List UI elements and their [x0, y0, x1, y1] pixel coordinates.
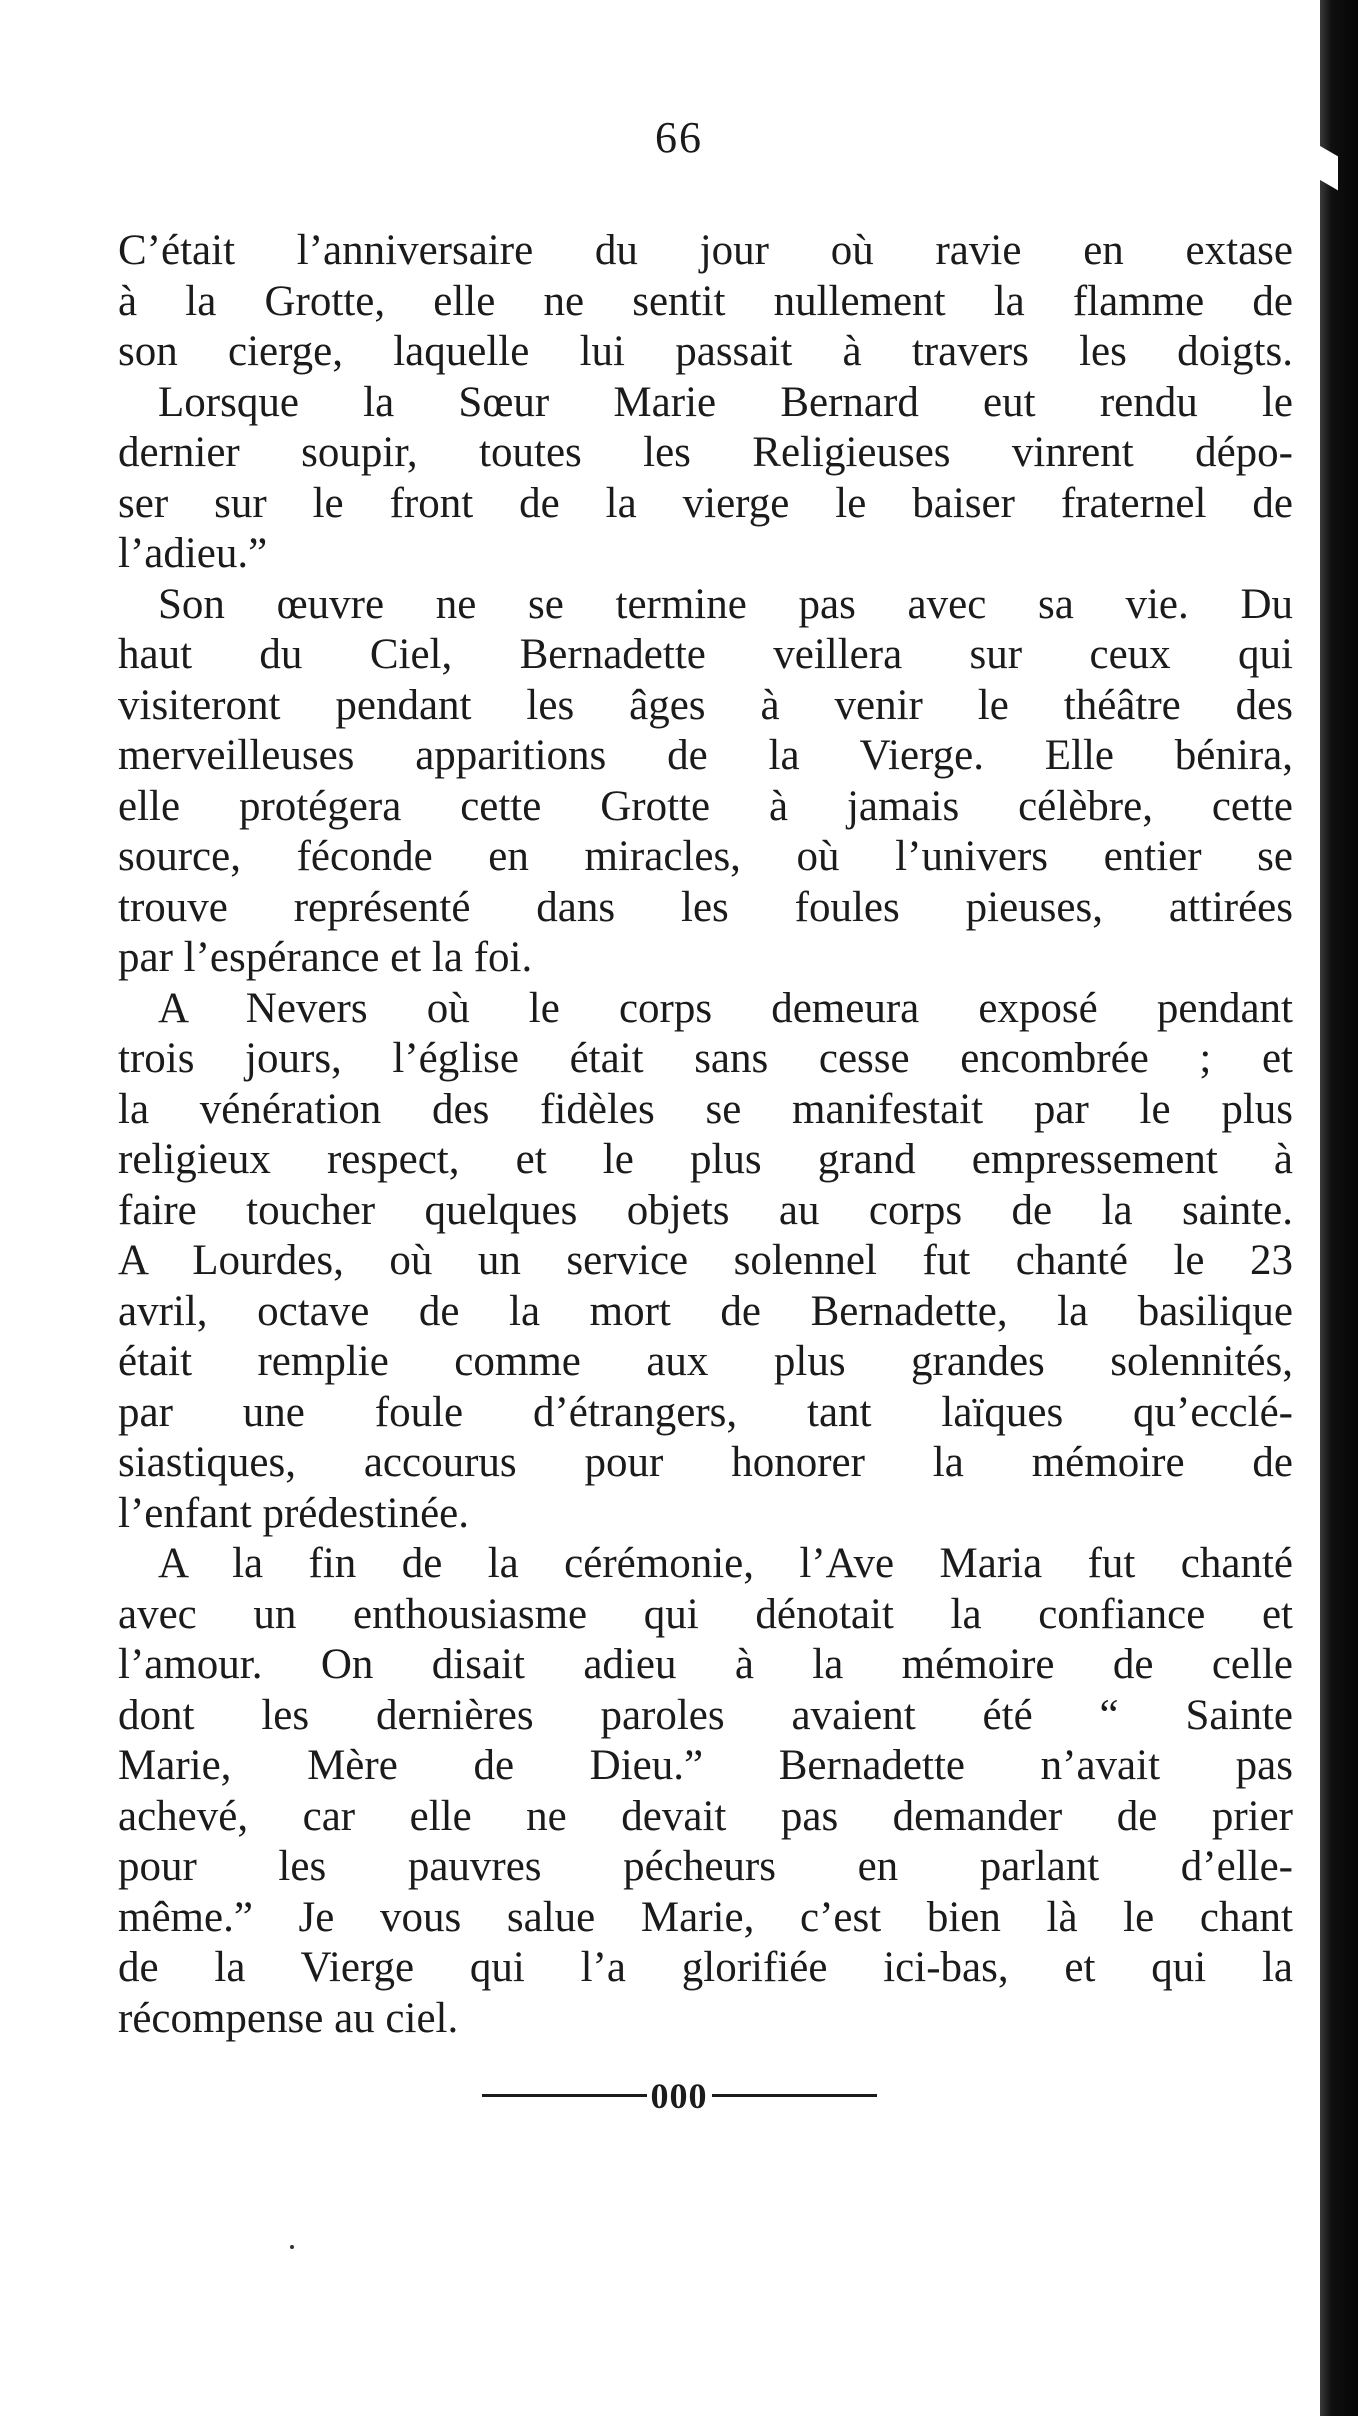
paragraph-end-line: l’adieu.” — [118, 530, 268, 577]
text-line: avril, octave de la mort de Bernadette, la basilique — [118, 1287, 1293, 1335]
text-line: trouve représenté dans les foules pieuses, attirées — [118, 883, 1293, 931]
text-line: ser sur le front de la vierge le baiser fraternel de — [118, 479, 1293, 527]
text-line: siastiques, accourus pour honorer la mémoire de — [118, 1439, 1293, 1486]
text-line: faire toucher quelques objets au corps de la sainte. — [118, 1186, 1293, 1234]
ink-speck — [290, 2245, 294, 2249]
text-line: religieux respect, et le plus grand empressement à — [118, 1136, 1293, 1183]
text-line: pour les pauvres pécheurs en parlant d’elle- — [118, 1843, 1293, 1890]
text-line: haut du Ciel, Bernadette veillera sur ceux qui — [118, 631, 1293, 678]
text-line: avec un enthousiasme qui dénotait la confiance et — [118, 1590, 1293, 1638]
separator-rule-left — [482, 2094, 647, 2097]
paragraph-end-line: par l’espérance et la foi. — [118, 934, 533, 981]
text-line: de la Vierge qui l’a glorifiée ici-bas, et qui la — [118, 1944, 1293, 1991]
paragraph-start-line: Lorsque la Sœur Marie Bernard eut rendu le — [158, 378, 1293, 426]
section-separator — [0, 2072, 1358, 2116]
text-line: la vénération des fidèles se manifestait par le plus — [118, 1085, 1293, 1133]
text-line: merveilleuses apparitions de la Vierge. Elle bénira, — [118, 732, 1293, 779]
text-line: visiteront pendant les âges à venir le théâtre des — [118, 681, 1293, 729]
text-line: son cierge, laquelle lui passait à travers les doigts. — [118, 328, 1293, 375]
separator-mark: 000 — [650, 2075, 708, 2116]
text-line: source, féconde en miracles, où l’univers entier se — [118, 833, 1293, 880]
text-line: dernier soupir, toutes les Religieuses vinrent dépo- — [118, 429, 1293, 476]
page-number: 66 — [655, 113, 703, 162]
text-line: par une foule d’étrangers, tant laïques qu’ecclé- — [118, 1388, 1293, 1436]
text-line: elle protégera cette Grotte à jamais célèbre, cette — [118, 782, 1293, 830]
text-line: était remplie comme aux plus grandes solennités, — [118, 1338, 1293, 1385]
text-line: même.” Je vous salue Marie, c’est bien là le chant — [118, 1893, 1293, 1941]
paragraph-end-line: récompense au ciel. — [118, 1994, 459, 2042]
text-line: C’était l’anniversaire du jour où ravie en extase — [118, 227, 1293, 274]
separator-rule-right — [712, 2094, 877, 2097]
text-line: à la Grotte, elle ne sentit nullement la flamme de — [118, 277, 1293, 325]
body-text — [118, 226, 1293, 2044]
paragraph-start-line: A Nevers où le corps demeura exposé pendant — [158, 984, 1293, 1032]
text-line: Marie, Mère de Dieu.” Bernadette n’avait pas — [118, 1742, 1293, 1789]
text-line: achevé, car elle ne devait pas demander de prier — [118, 1792, 1293, 1840]
text-line: l’amour. On disait adieu à la mémoire de celle — [118, 1641, 1293, 1688]
text-line: A Lourdes, où un service solennel fut chanté le 23 — [118, 1237, 1293, 1284]
text-line: dont les dernières paroles avaient été “ Sainte — [118, 1691, 1293, 1739]
text-line: trois jours, l’église était sans cesse encombrée ; et — [118, 1035, 1293, 1082]
paragraph-end-line: l’enfant prédestinée. — [118, 1489, 469, 1537]
paragraph-start-line: A la fin de la cérémonie, l’Ave Maria fut chanté — [158, 1540, 1293, 1587]
page-binding-edge — [1320, 0, 1358, 2416]
paragraph-start-line: Son œuvre ne se termine pas avec sa vie. Du — [158, 580, 1293, 628]
